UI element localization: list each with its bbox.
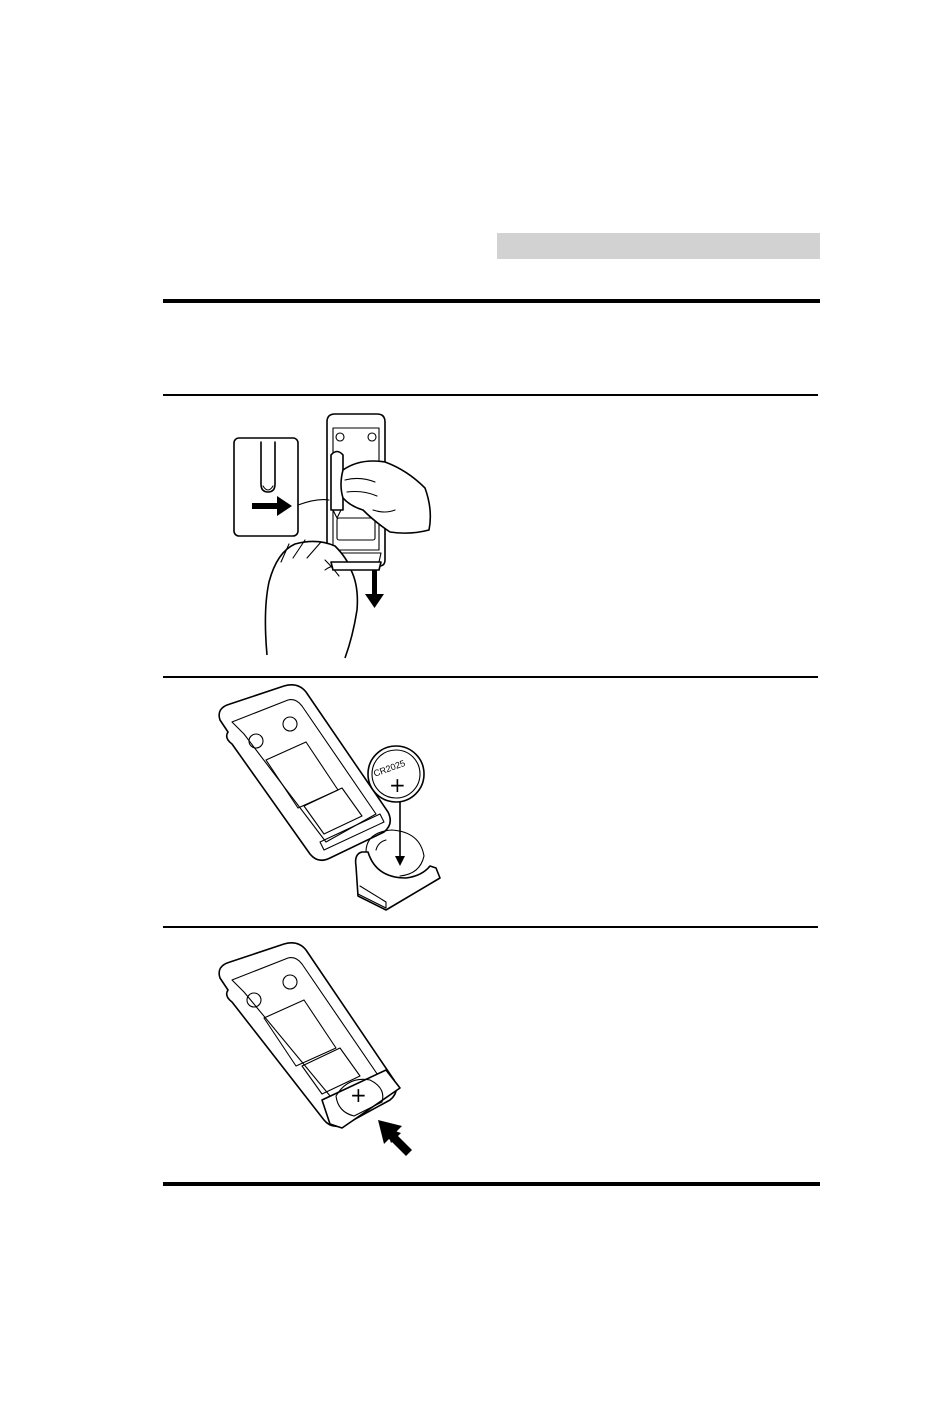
push-in-arrow-icon <box>378 1120 412 1156</box>
remote-control-icon <box>219 685 390 860</box>
step-divider-3 <box>163 926 818 928</box>
top-rule <box>163 299 820 303</box>
step-2-illustration <box>210 682 450 918</box>
battery-icon <box>368 746 424 802</box>
battery-label: CR2025 <box>372 757 407 779</box>
pull-down-arrow-icon <box>365 570 384 608</box>
hand-icon <box>265 540 357 658</box>
step-3-illustration <box>210 940 430 1160</box>
battery-tray-icon <box>356 830 440 910</box>
magnifier-inset-icon <box>234 438 329 536</box>
battery-plus-symbol: + <box>389 773 406 797</box>
step-1-illustration <box>225 410 445 665</box>
bottom-rule <box>163 1182 820 1186</box>
step-divider-1 <box>163 394 818 396</box>
section-header-band <box>497 233 820 259</box>
step-divider-2 <box>163 676 818 678</box>
insert-down-arrow-icon <box>395 802 405 866</box>
battery-plus-symbol: + <box>350 1083 367 1107</box>
